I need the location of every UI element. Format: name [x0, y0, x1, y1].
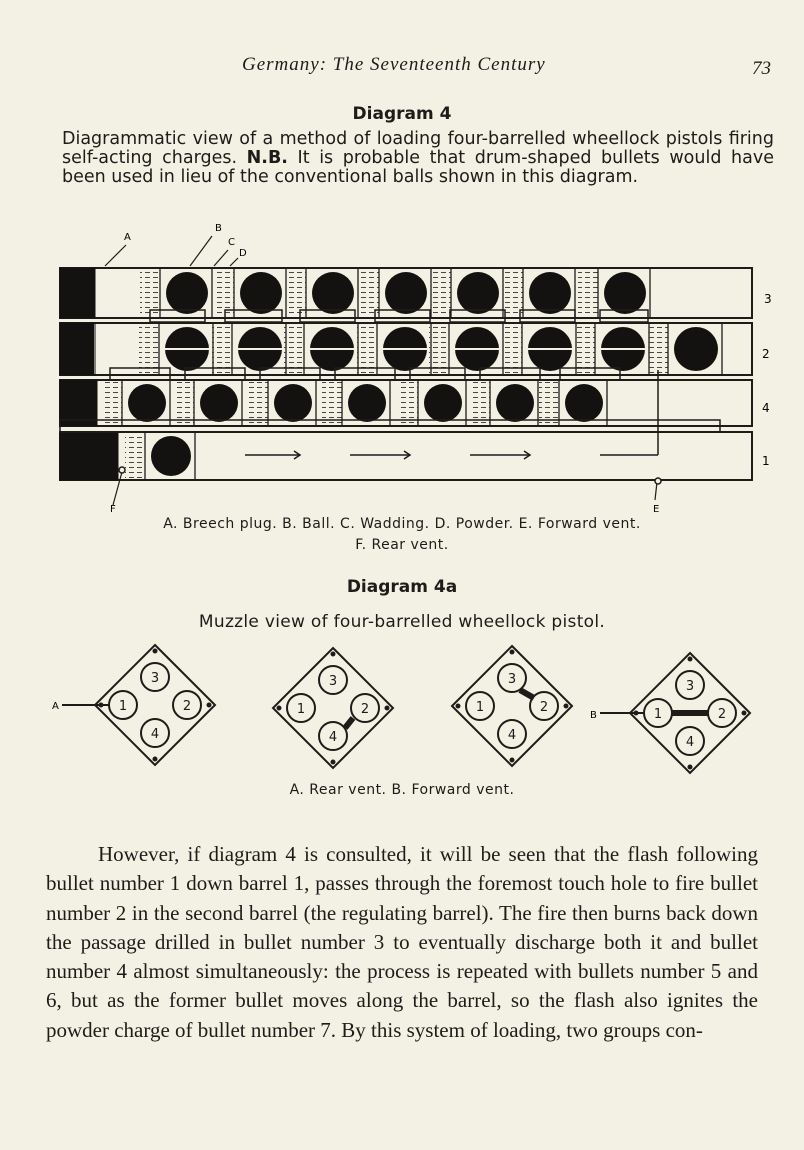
forward-vent-mark: [655, 478, 661, 484]
vent-dot: [386, 707, 389, 710]
bore-number: 3: [328, 674, 338, 689]
ball: [604, 272, 646, 314]
muzzle-views: [0, 630, 804, 790]
caption-nb: N.B.: [246, 148, 288, 168]
callout-leader: [190, 236, 212, 266]
callout-f: F: [110, 504, 116, 515]
powder-charge: [539, 382, 559, 424]
running-head: Germany: The Seventeenth Century: [242, 54, 546, 75]
powder-charge: [357, 325, 377, 373]
page-number: 73: [752, 58, 771, 79]
powder-charge: [102, 382, 122, 424]
vent-dot: [689, 658, 692, 661]
caption-text-1: Diagrammatic view of a method of loading four-barrelled wheellock pistols firing self-acting charges.: [62, 129, 774, 168]
paragraph-text: However, if diagram 4 is consulted, it will be seen that the flash following bullet number 1 down barrel 1, passes through the foremost touch hole to fire bullet number 2 in the second barrel (the regulating barrel). The fire then burns back down the passage drilled in bullet number 3 to eventually discharge both it and bullet number 4 almost simultaneously: the process is repeated with bullets number 5 and 6, but as the former bullet moves along the barrel, so the flash also ignites the powder charge of bullet number 7. By this system of loading, two groups con-: [46, 842, 758, 1042]
powder-charge: [503, 270, 523, 316]
callout-leader: [230, 258, 238, 266]
callout-c: C: [228, 237, 235, 248]
rear-vent-mark: [119, 467, 125, 473]
vent-dot: [100, 704, 103, 707]
breech-plug: [60, 432, 118, 480]
vent-dot: [635, 712, 638, 715]
ball: [674, 327, 718, 371]
barrel-label-2: 2: [762, 347, 770, 361]
vent-dot: [332, 761, 335, 764]
ball: [424, 384, 462, 422]
ball: [457, 272, 499, 314]
ball: [128, 384, 166, 422]
ball: [151, 436, 191, 476]
ball: [312, 272, 354, 314]
bore-number: 3: [507, 672, 517, 687]
bore-number: 4: [685, 735, 695, 750]
bore-passage: [345, 718, 353, 728]
vent-dot: [511, 651, 514, 654]
vent-dot: [208, 704, 211, 707]
powder-charge: [398, 382, 418, 424]
vent-dot: [332, 653, 335, 656]
ball: [240, 272, 282, 314]
callout-leader: [105, 245, 126, 266]
bore-number: 2: [717, 707, 727, 722]
powder-charge: [214, 270, 234, 316]
ball: [529, 272, 571, 314]
powder-charge: [431, 270, 451, 316]
ball: [166, 272, 208, 314]
ball: [274, 384, 312, 422]
vent-dot: [154, 650, 157, 653]
diagram-4a-title: Diagram 4a: [346, 577, 458, 597]
diagram-4a-caption: Muzzle view of four-barrelled wheellock pistol.: [198, 612, 606, 632]
powder-charge: [139, 325, 159, 373]
vent-dot: [154, 758, 157, 761]
powder-charge: [286, 270, 306, 316]
vent-label-b: B: [590, 710, 597, 721]
bore-number: 2: [182, 699, 192, 714]
caption-text-2: It is probable that drum-shaped bullets would have been used in lieu of the conventional balls shown in this diagram.: [62, 148, 774, 187]
barrel-label-3: 3: [764, 292, 772, 306]
vent-dot: [511, 759, 514, 762]
bore-number: 1: [296, 702, 306, 717]
barrel-label-1: 1: [762, 454, 770, 468]
powder-charge: [502, 325, 522, 373]
callout-leader: [214, 250, 228, 266]
body-paragraph: [46, 840, 758, 1045]
vent-dot: [565, 705, 568, 708]
callout-b: B: [215, 223, 222, 234]
bore-number: 3: [685, 679, 695, 694]
powder-charge: [359, 270, 379, 316]
powder-charge: [429, 325, 449, 373]
powder-charge: [578, 270, 598, 316]
diagram-4a-legend: A. Rear vent. B. Forward vent.: [289, 782, 515, 798]
bore-number: 1: [475, 700, 485, 715]
barrel-diagram: [0, 0, 804, 560]
vent-dot: [689, 766, 692, 769]
bore-number: 2: [360, 702, 370, 717]
diagram-4-title: Diagram 4: [352, 104, 452, 124]
powder-charge: [575, 325, 595, 373]
powder-charge: [284, 325, 304, 373]
bore-number: 4: [328, 730, 338, 745]
powder-charge: [322, 382, 342, 424]
breech-plug-block: [60, 323, 94, 375]
bore-number: 2: [539, 700, 549, 715]
breech-plug: [60, 380, 97, 426]
ball: [200, 384, 238, 422]
powder-charge: [125, 434, 145, 478]
vent-label-a: A: [52, 701, 59, 712]
bore-number: 4: [150, 727, 160, 742]
bore-number: 3: [150, 671, 160, 686]
vent-dot: [457, 705, 460, 708]
ball: [565, 384, 603, 422]
powder-charge: [470, 382, 490, 424]
callout-a: A: [124, 232, 131, 243]
powder-charge: [648, 325, 668, 373]
diagram-4-legend-line2: F. Rear vent.: [355, 537, 449, 553]
vent-dot: [743, 712, 746, 715]
bore-number: 1: [653, 707, 663, 722]
ball: [496, 384, 534, 422]
diagram-4-legend-line1: A. Breech plug. B. Ball. C. Wadding. D. Powder. E. Forward vent.: [163, 516, 641, 532]
ball: [385, 272, 427, 314]
breech-plug: [60, 268, 95, 318]
powder-charge: [248, 382, 268, 424]
vent-dot: [278, 707, 281, 710]
bore-number: 1: [118, 699, 128, 714]
barrel-label-4: 4: [762, 401, 770, 415]
powder-charge: [140, 270, 160, 316]
ball: [348, 384, 386, 422]
powder-charge: [174, 382, 194, 424]
callout-leader: [655, 482, 657, 500]
powder-charge: [212, 325, 232, 373]
callout-e: E: [653, 504, 660, 515]
bore-passage: [520, 690, 534, 698]
bore-number: 4: [507, 728, 517, 743]
callout-d: D: [239, 248, 247, 259]
